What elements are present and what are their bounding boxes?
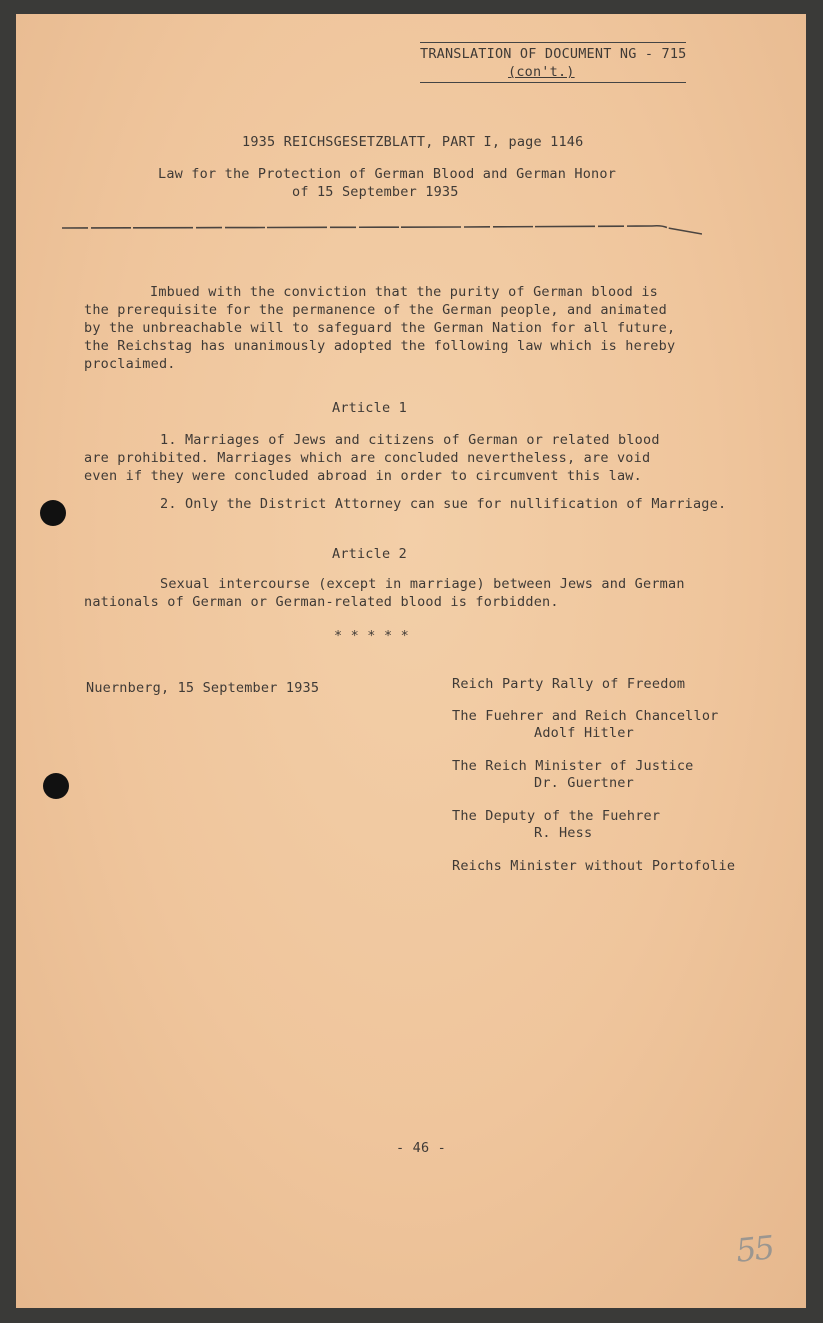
article-2-para-line: nationals of German or German-related blood is forbidden. (84, 594, 559, 610)
signatory-name: R. Hess (534, 825, 593, 841)
preamble-line: the Reichstag has unanimously adopted the following law which is hereby (84, 338, 676, 354)
divider-line (62, 222, 702, 236)
place-date: Nuernberg, 15 September 1935 (86, 680, 320, 696)
page-number: - 46 - (396, 1140, 446, 1156)
preamble-line: Imbued with the conviction that the purity of German blood is (150, 284, 658, 300)
signatory-title: Reichs Minister without Portofolie (452, 858, 736, 874)
law-title: Law for the Protection of German Blood and German Honor (158, 166, 617, 182)
handwritten-page-stamp: 55 (734, 1228, 775, 1270)
article-1-para-2: 2. Only the District Attorney can sue for nullification of Marriage. (160, 496, 727, 512)
article-1-para-line: even if they were concluded abroad in order to circumvent this law. (84, 468, 642, 484)
preamble-line: the prerequisite for the permanence of the German people, and animated (84, 302, 667, 318)
preamble-line: proclaimed. (84, 356, 176, 372)
source-citation: 1935 REICHSGESETZBLATT, PART I, page 1146 (242, 134, 584, 150)
article-1-para-line: are prohibited. Marriages which are concluded nevertheless, are void (84, 450, 651, 466)
signatory-title: The Deputy of the Fuehrer (452, 808, 661, 824)
preamble-line: by the unbreachable will to safeguard the German Nation for all future, (84, 320, 676, 336)
signatory-name: Adolf Hitler (534, 725, 634, 741)
article-1-para-line: 1. Marriages of Jews and citizens of German or related blood (160, 432, 660, 448)
header-rule-top (420, 42, 686, 43)
document-page (16, 14, 806, 1308)
article-2-heading: Article 2 (332, 546, 407, 562)
signatory-name: Dr. Guertner (534, 775, 634, 791)
signatory-title: The Fuehrer and Reich Chancellor (452, 708, 719, 724)
article-2-para-line: Sexual intercourse (except in marriage) between Jews and German (160, 576, 685, 592)
header-continued: (con't.) (508, 64, 575, 80)
punch-hole-top (40, 500, 66, 526)
header-title: TRANSLATION OF DOCUMENT NG - 715 (420, 46, 687, 62)
punch-hole-bottom (43, 773, 69, 799)
header-rule-bottom (420, 82, 686, 83)
article-1-heading: Article 1 (332, 400, 407, 416)
rally-name: Reich Party Rally of Freedom (452, 676, 686, 692)
section-separator: * * * * * (334, 628, 409, 644)
law-date: of 15 September 1935 (292, 184, 459, 200)
signatory-title: The Reich Minister of Justice (452, 758, 694, 774)
